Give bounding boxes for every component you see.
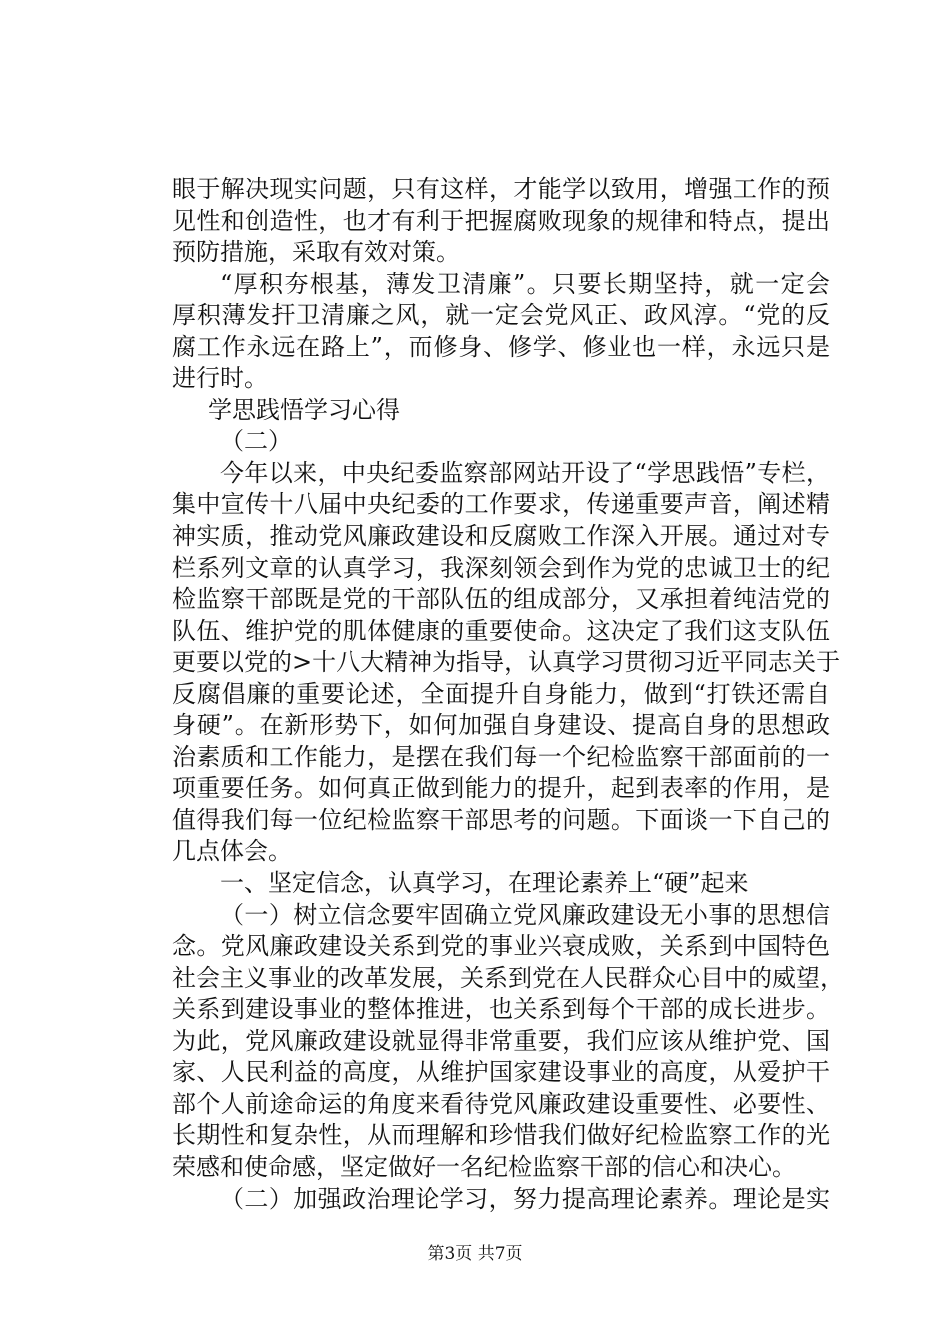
text-line: 一、坚定信念，认真学习，在理论素养上“硬”起来: [220, 869, 749, 898]
text-line: 集中宣传十八届中央纪委的工作要求，传递重要声音，阐述精: [172, 490, 830, 519]
text-line: 身硬”。在新形势下，如何加强自身建设、提高自身的思想政: [172, 711, 830, 740]
text-line: 为此，党风廉政建设就显得非常重要，我们应该从维护党、国: [172, 1026, 830, 1055]
text-line: “厚积夯根基，薄发卫清廉”。只要长期坚持，就一定会: [220, 269, 830, 298]
text-line: 治素质和工作能力，是摆在我们每一个纪检监察干部面前的一: [172, 742, 830, 771]
text-line: 队伍、维护党的肌体健康的重要使命。这决定了我们这支队伍: [172, 616, 830, 645]
text-line: 更要以党的>十八大精神为指导，认真学习贯彻习近平同志关于: [172, 648, 841, 677]
text-line: 腐工作永远在路上”，而修身、修学、修业也一样，永远只是: [172, 332, 830, 361]
text-line: 念。党风廉政建设关系到党的事业兴衰成败，关系到中国特色: [172, 932, 830, 961]
text-line: 检监察干部既是党的干部队伍的组成部分，又承担着纯洁党的: [172, 585, 830, 614]
text-line: 预防措施，采取有效对策。: [172, 238, 460, 267]
text-line: 社会主义事业的改革发展，关系到党在人民群众心目中的威望，: [172, 963, 844, 992]
text-line: 家、人民利益的高度，从维护国家建设事业的高度，从爱护干: [172, 1058, 830, 1087]
text-line: 今年以来，中央纪委监察部网站开设了“学思践悟”专栏，: [220, 458, 830, 487]
text-line: 厚积薄发扞卫清廉之风，就一定会党风正、政风淳。“党的反: [172, 301, 830, 330]
text-line: 栏系列文章的认真学习，我深刻领会到作为党的忠诚卫士的纪: [172, 553, 830, 582]
page-footer: 第3页 共7页: [427, 1244, 523, 1264]
text-line: （一）树立信念要牢固确立党风廉政建设无小事的思想信: [220, 900, 830, 929]
text-line: 神实质，推动党风廉政建设和反腐败工作深入开展。通过对专: [172, 522, 830, 551]
text-line: 反腐倡廉的重要论述，全面提升自身能力，做到“打铁还需自: [172, 679, 830, 708]
document-body: [172, 174, 844, 1215]
text-line: 进行时。: [172, 364, 268, 393]
text-line: 部个人前途命运的角度来看待党风廉政建设重要性、必要性、: [172, 1089, 830, 1118]
text-line: 项重要任务。如何真正做到能力的提升，起到表率的作用，是: [172, 774, 830, 803]
text-line: 几点体会。: [172, 837, 292, 866]
text-line: 荣感和使命感，坚定做好一名纪检监察干部的信心和决心。: [172, 1152, 796, 1181]
text-line: 值得我们每一位纪检监察干部思考的问题。下面谈一下自己的: [172, 805, 830, 834]
text-line: 长期性和复杂性，从而理解和珍惜我们做好纪检监察工作的光: [172, 1121, 830, 1150]
text-line: （二）: [220, 427, 292, 456]
text-line: 关系到建设事业的整体推进，也关系到每个干部的成长进步。: [172, 995, 830, 1024]
text-line: 眼于解决现实问题，只有这样，才能学以致用，增强工作的预: [172, 175, 830, 203]
text-line: （二）加强政治理论学习，努力提高理论素养。理论是实: [220, 1184, 830, 1213]
text-line: 见性和创造性，也才有利于把握腐败现象的规律和特点，提出: [172, 206, 830, 235]
text-line: 学思践悟学习心得: [208, 395, 400, 424]
